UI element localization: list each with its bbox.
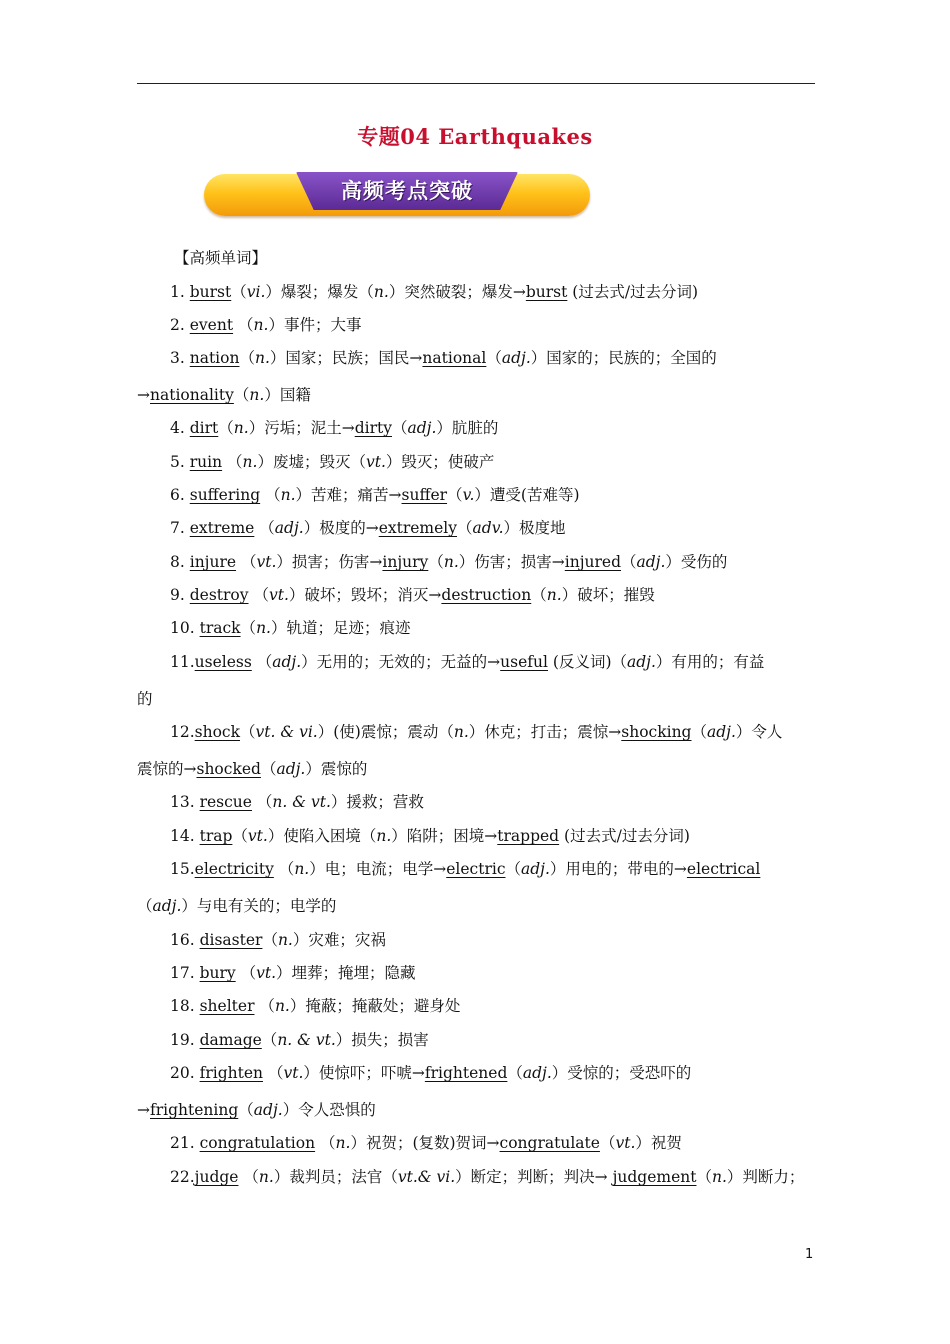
- vocab-entry-3: 3. nation（n.）国家；民族；国民→national（adj.）国家的；民族的；全国的: [170, 349, 717, 367]
- vocab-word: judge: [194, 1168, 239, 1186]
- vocab-entry-7: 7. extreme （adj.）极度的→extremely（adv.）极度地: [170, 519, 566, 537]
- vocab-entry-8: 8. injure （vt.）损害；伤害→injury（n.）伤害；损害→injured（adj.）受伤的: [170, 553, 728, 571]
- vocab-entry-19: 19. damage（n. & vt.）损失；损害: [170, 1031, 429, 1049]
- vocab-entry-18: 18. shelter （n.）掩蔽；掩蔽处；避身处: [170, 997, 461, 1015]
- vocab-word: burst: [189, 283, 232, 301]
- vocab-entry-17: 17. bury （vt.）埋葬；掩埋；隐藏: [170, 964, 416, 982]
- vocab-entry-4: 4. dirt（n.）污垢；泥土→dirty（adj.）肮脏的: [170, 419, 499, 437]
- derived-word: injured: [564, 553, 621, 571]
- derived-word: frightened: [424, 1064, 508, 1082]
- vocab-entry-16: 16. disaster（n.）灾难；灾祸: [170, 931, 386, 949]
- vocab-word: ruin: [189, 453, 223, 471]
- vocab-word: track: [199, 619, 241, 637]
- vocab-entry-2: 2. event （n.）事件；大事: [170, 316, 362, 334]
- derived-word: injury: [382, 553, 429, 571]
- derived-word: destruction: [441, 586, 532, 604]
- vocab-entry-13: 13. rescue （n. & vt.）援救；营救: [170, 793, 424, 811]
- derived-word: suffer: [401, 486, 448, 504]
- vocab-word: extreme: [189, 519, 255, 537]
- vocab-entry-9: 9. destroy （vt.）破坏；毁坏；消灭→destruction（n.）破坏；摧毁: [170, 586, 655, 604]
- vocab-entry-6: 6. suffering （n.）苦难；痛苦→suffer（v.）遭受(苦难等): [170, 486, 580, 504]
- page-title: 专题04 Earthquakes: [357, 124, 593, 149]
- derived-word: congratulate: [499, 1134, 600, 1152]
- vocab-entry-15-cont: （adj.）与电有关的；电学的: [137, 897, 337, 915]
- vocab-word: trap: [199, 827, 233, 845]
- vocab-word: shelter: [199, 997, 255, 1015]
- derived-word: electrical: [686, 860, 761, 878]
- vocab-entry-14: 14. trap（vt.）使陷入困境（n.）陷阱；困境→trapped (过去式/过去分词): [170, 827, 690, 845]
- vocab-entry-3-cont: →nationality（n.）国籍: [137, 386, 311, 404]
- vocab-word: suffering: [189, 486, 261, 504]
- vocab-entry-21: 21. congratulation （n.）祝贺；(复数)贺词→congratulate（vt.）祝贺: [170, 1134, 682, 1152]
- vocab-word: nation: [189, 349, 240, 367]
- vocab-word: congratulation: [199, 1134, 316, 1152]
- derived-word: trapped: [497, 827, 560, 845]
- derived-word: national: [422, 349, 487, 367]
- vocab-entry-20-cont: →frightening（adj.）令人恐惧的: [137, 1101, 376, 1119]
- vocab-entry-12-cont: 震惊的→shocked（adj.）震惊的: [137, 760, 368, 778]
- vocab-entry-22: 22.judge （n.）裁判员；法官（vt.& vi.）断定；判断；判决→ judgement（n.）判断力；: [170, 1168, 805, 1186]
- vocab-word: destroy: [189, 586, 249, 604]
- derived-word: shocked: [196, 760, 261, 778]
- vocab-entry-11-cont: 的: [137, 690, 153, 708]
- vocab-entry-11: 11.useless （adj.）无用的；无效的；无益的→useful (反义词)（adj.）有用的；有益: [170, 653, 765, 671]
- section-banner: [204, 172, 592, 220]
- vocab-word: event: [189, 316, 234, 334]
- vocab-entry-10: 10. track（n.）轨道；足迹；痕迹: [170, 619, 411, 637]
- header-rule: [137, 83, 815, 84]
- vocab-word: shock: [194, 723, 240, 741]
- vocab-entry-15: 15.electricity （n.）电；电流；电学→electric（adj.）用电的；带电的→electrical: [170, 860, 761, 878]
- vocab-word: frighten: [199, 1064, 263, 1082]
- vocab-word: useless: [194, 653, 252, 671]
- section-heading: 【高频单词】: [174, 249, 268, 267]
- derived-word: judgement: [612, 1168, 697, 1186]
- vocab-word: damage: [199, 1031, 262, 1049]
- derived-word: electric: [446, 860, 506, 878]
- vocab-word: dirt: [189, 419, 219, 437]
- derived-word: nationality: [150, 386, 234, 404]
- derived-word: useful: [500, 653, 548, 671]
- banner-text: 高频考点突破: [341, 179, 473, 203]
- derived-word: extremely: [378, 519, 458, 537]
- vocab-entry-1: 1. burst（vi.）爆裂；爆发（n.）突然破裂；爆发→burst (过去式/过去分词): [170, 283, 699, 301]
- vocab-word: electricity: [194, 860, 274, 878]
- derived-word: burst: [525, 283, 568, 301]
- vocab-word: rescue: [199, 793, 252, 811]
- vocab-entry-5: 5. ruin （n.）废墟；毁灭（vt.）毁灭；使破产: [170, 453, 495, 471]
- vocab-word: injure: [189, 553, 237, 571]
- vocab-entry-12: 12.shock（vt. & vi.）(使)震惊；震动（n.）休克；打击；震惊→shocking（adj.）令人: [170, 723, 783, 741]
- vocab-word: disaster: [199, 931, 263, 949]
- page-number: 1: [805, 1247, 814, 1262]
- vocab-word: bury: [199, 964, 236, 982]
- derived-word: dirty: [354, 419, 392, 437]
- derived-word: frightening: [150, 1101, 239, 1119]
- derived-word: shocking: [621, 723, 692, 741]
- vocab-entry-20: 20. frighten （vt.）使惊吓；吓唬→frightened（adj.）受惊的；受恐吓的: [170, 1064, 692, 1082]
